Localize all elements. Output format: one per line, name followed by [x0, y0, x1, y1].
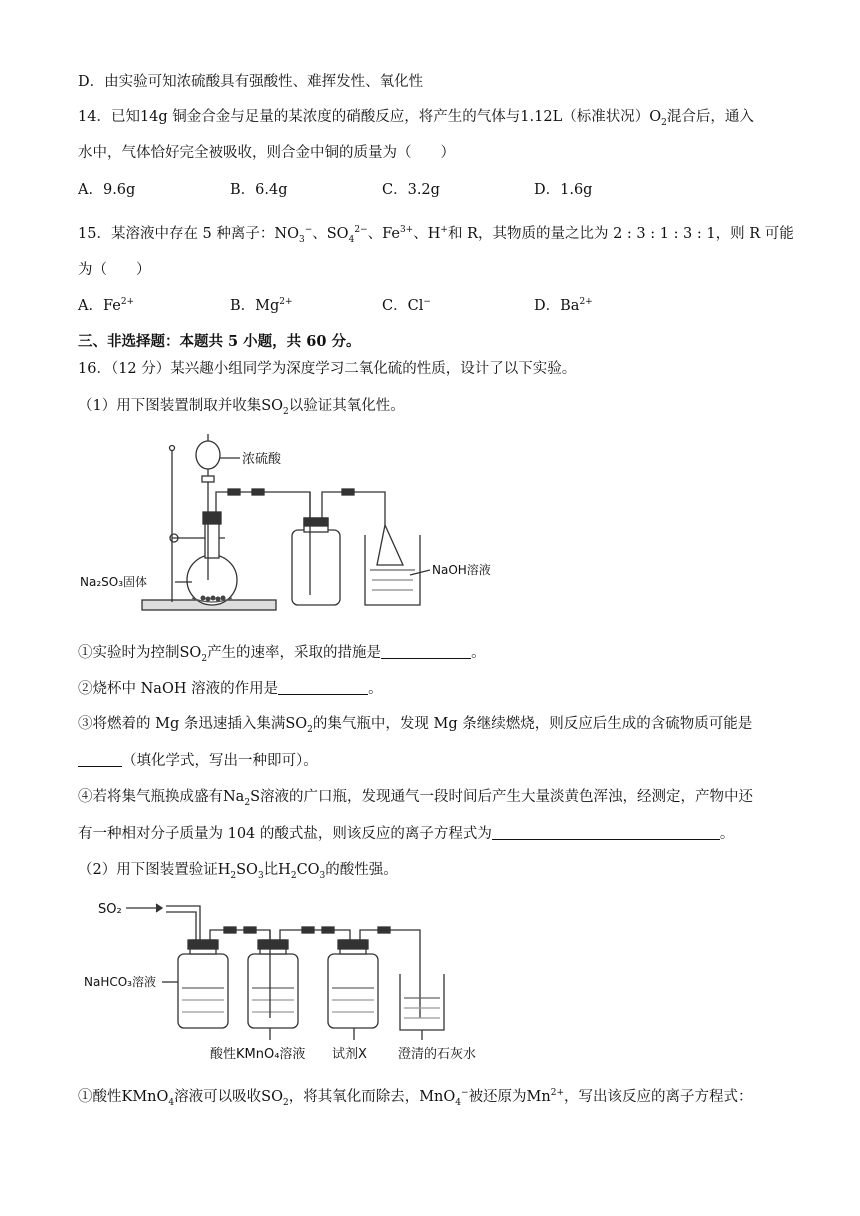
answer-blank-3[interactable]: [78, 752, 122, 767]
figure-2-label-limewater: 澄清的石灰水: [398, 1047, 477, 1062]
figure-1-label-naoh: NaOH溶液: [432, 563, 491, 577]
figure-2-label-kmno4: 酸性KMnO₄溶液: [210, 1047, 306, 1062]
q13-option-d: D．由实验可知浓硫酸具有强酸性、难挥发性、氧化性: [78, 74, 424, 90]
q15-option-c[interactable]: C．Cl−: [382, 297, 431, 314]
figure-2-apparatus: [82, 890, 502, 1065]
answer-blank-4[interactable]: [492, 825, 720, 840]
q14-option-d[interactable]: D．1.6g: [534, 182, 593, 198]
q16-2-sub-question-1: ①酸性KMnO$_4$溶液可以吸收$SO_2$，将其氧化而除去，MnO$_4$−被还原为$Mn^{2+}$，写出该反应的离子方程式：: [78, 1088, 753, 1108]
q16-1-sub-question-3-line2: （填化学式，写出一种即可）。: [78, 749, 318, 770]
q14-stem-line2: 水中，气体恰好完全被吸收，则合金中铜的质量为（ ）: [78, 145, 455, 161]
q15-option-d[interactable]: D．$Ba^{2+}$: [534, 297, 593, 314]
q16-part1-heading: （1）用下图装置制取并收集$SO_2$以验证其氧化性。: [78, 398, 405, 417]
figure-1-label-acid: 浓硫酸: [242, 452, 282, 467]
q16-1-sub-question-2: ②烧杯中 NaOH 溶液的作用是 。: [78, 681, 383, 697]
figure-2-label-so2: SO₂: [98, 902, 122, 917]
q16-1-sub-question-1: ①实验时为控制$SO_2$产生的速率，采取的措施是 。: [78, 645, 486, 664]
q15-option-b[interactable]: B．$Mg^{2+}$: [230, 297, 293, 314]
figure-2-label-nahco3: NaHCO₃溶液: [84, 975, 156, 989]
q14-option-c[interactable]: C．3.2g: [382, 182, 440, 198]
q15-stem-line2: 为（ ）: [78, 262, 151, 278]
q16-1-sub-question-3-line1: ③将燃着的 Mg 条迅速插入集满$SO_2$的集气瓶中，发现 Mg 条继续燃烧，则反应后生成的含硫物质可能是: [78, 716, 753, 735]
q16-part2-heading: （2）用下图装置验证$H_2SO_3$比$H_2CO_3$的酸性强。: [78, 862, 398, 881]
q14-option-b[interactable]: B．6.4g: [230, 182, 288, 198]
q15-stem-line1: 15．某溶液中存在 5 种离子：$NO_3^-$、$SO_4^{2-}$、$Fe^{3+}$、H+和 R，其物质的量之比为 2 : 3 : 1 : 3 : 1，则 R 可能: [78, 225, 794, 245]
q16-1-sub-question-4-line1: ④若将集气瓶换成盛有$Na_2S$溶液的广口瓶，发现通气一段时间后产生大量淡黄色浑浊，经测定，产物中还: [78, 789, 754, 808]
figure-1-apparatus: [80, 430, 500, 620]
answer-blank-2[interactable]: [278, 680, 368, 695]
section-3-heading: 三、非选择题：本题共 5 小题，共 60 分。: [78, 333, 361, 350]
figure-1-label-solid: Na₂SO₃固体: [80, 575, 148, 589]
figure-2-label-reagent-x: 试剂X: [332, 1047, 367, 1062]
q16-intro: 16．（12 分）某兴趣小组同学为深度学习二氧化硫的性质，设计了以下实验。: [78, 361, 577, 377]
answer-blank-1[interactable]: [381, 644, 471, 659]
q15-option-a[interactable]: A．$Fe^{2+}$: [78, 297, 135, 314]
q14-stem-line1: 14．已知14g 铜金合金与足量的某浓度的硝酸反应，将产生的气体与1.12L（标准状况）$O_2$混合后，通入: [78, 109, 754, 128]
q16-1-sub-question-4-line2: 有一种相对分子质量为 104 的酸式盐，则该反应的离子方程式为 。: [78, 826, 735, 842]
q14-option-a[interactable]: A．9.6g: [78, 182, 136, 198]
